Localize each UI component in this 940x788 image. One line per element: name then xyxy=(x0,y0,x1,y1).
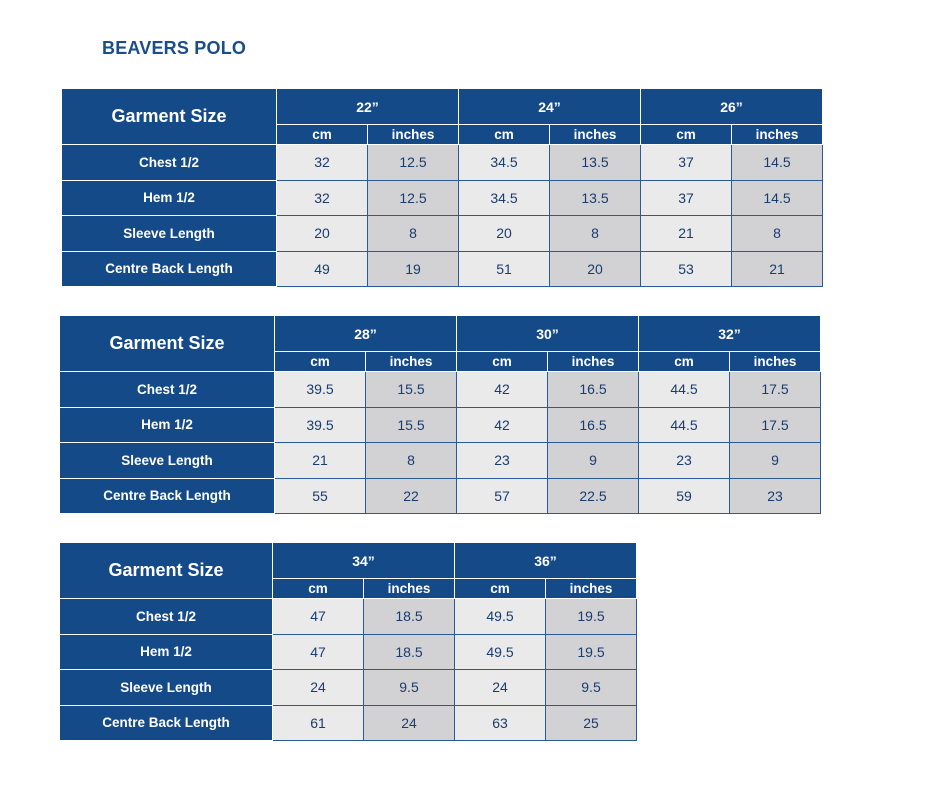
value-inches-cell: 16.5 xyxy=(548,407,639,443)
value-cm-cell: 59 xyxy=(639,478,730,514)
value-cm-cell: 63 xyxy=(455,705,546,741)
row-label: Hem 1/2 xyxy=(62,180,277,216)
value-cm-cell: 24 xyxy=(273,670,364,706)
table-row xyxy=(60,705,637,741)
value-cm-cell: 20 xyxy=(277,216,368,252)
value-inches-cell: 25 xyxy=(546,705,637,741)
value-inches-cell: 21 xyxy=(732,251,823,287)
unit-header-cm: cm xyxy=(455,579,546,599)
size-table-3 xyxy=(59,542,637,741)
value-inches-cell: 12.5 xyxy=(368,145,459,181)
value-inches-cell: 8 xyxy=(732,216,823,252)
table-row xyxy=(60,634,637,670)
table-row xyxy=(62,180,823,216)
size-header: 36” xyxy=(455,543,637,579)
value-inches-cell: 15.5 xyxy=(366,372,457,408)
value-cm-cell: 61 xyxy=(273,705,364,741)
value-cm-cell: 37 xyxy=(641,180,732,216)
value-cm-cell: 42 xyxy=(457,372,548,408)
unit-header-inches: inches xyxy=(730,352,821,372)
value-cm-cell: 49.5 xyxy=(455,634,546,670)
unit-header-cm: cm xyxy=(641,125,732,145)
value-inches-cell: 23 xyxy=(730,478,821,514)
unit-header-inches: inches xyxy=(366,352,457,372)
value-inches-cell: 8 xyxy=(366,443,457,479)
value-cm-cell: 42 xyxy=(457,407,548,443)
garment-size-header: Garment Size xyxy=(60,316,275,372)
unit-header-cm: cm xyxy=(275,352,366,372)
value-cm-cell: 24 xyxy=(455,670,546,706)
table-row xyxy=(62,145,823,181)
size-header: 34” xyxy=(273,543,455,579)
unit-header-cm: cm xyxy=(273,579,364,599)
value-inches-cell: 19 xyxy=(368,251,459,287)
value-cm-cell: 39.5 xyxy=(275,372,366,408)
value-cm-cell: 49.5 xyxy=(455,599,546,635)
value-inches-cell: 20 xyxy=(550,251,641,287)
size-header: 24” xyxy=(459,89,641,125)
table-row xyxy=(60,443,821,479)
row-label: Sleeve Length xyxy=(60,670,273,706)
value-inches-cell: 24 xyxy=(364,705,455,741)
value-inches-cell: 9.5 xyxy=(546,670,637,706)
value-cm-cell: 23 xyxy=(457,443,548,479)
value-cm-cell: 34.5 xyxy=(459,145,550,181)
size-table-1 xyxy=(61,88,823,287)
value-cm-cell: 21 xyxy=(275,443,366,479)
row-label: Centre Back Length xyxy=(60,705,273,741)
value-cm-cell: 44.5 xyxy=(639,407,730,443)
unit-header-inches: inches xyxy=(548,352,639,372)
unit-header-inches: inches xyxy=(732,125,823,145)
value-inches-cell: 19.5 xyxy=(546,634,637,670)
garment-size-header: Garment Size xyxy=(62,89,277,145)
value-inches-cell: 14.5 xyxy=(732,180,823,216)
table-row xyxy=(60,670,637,706)
table-row xyxy=(60,599,637,635)
value-inches-cell: 19.5 xyxy=(546,599,637,635)
table-row xyxy=(60,372,821,408)
garment-size-header: Garment Size xyxy=(60,543,273,599)
row-label: Chest 1/2 xyxy=(62,145,277,181)
value-inches-cell: 17.5 xyxy=(730,372,821,408)
size-header: 28” xyxy=(275,316,457,352)
value-cm-cell: 39.5 xyxy=(275,407,366,443)
value-inches-cell: 16.5 xyxy=(548,372,639,408)
value-cm-cell: 49 xyxy=(277,251,368,287)
value-inches-cell: 18.5 xyxy=(364,634,455,670)
value-inches-cell: 9.5 xyxy=(364,670,455,706)
value-cm-cell: 44.5 xyxy=(639,372,730,408)
value-inches-cell: 8 xyxy=(550,216,641,252)
unit-header-inches: inches xyxy=(546,579,637,599)
unit-header-cm: cm xyxy=(639,352,730,372)
size-header: 30” xyxy=(457,316,639,352)
value-inches-cell: 17.5 xyxy=(730,407,821,443)
value-inches-cell: 9 xyxy=(730,443,821,479)
value-cm-cell: 47 xyxy=(273,634,364,670)
table-row xyxy=(60,407,821,443)
value-inches-cell: 22.5 xyxy=(548,478,639,514)
row-label: Centre Back Length xyxy=(62,251,277,287)
value-cm-cell: 20 xyxy=(459,216,550,252)
size-header: 26” xyxy=(641,89,823,125)
value-cm-cell: 32 xyxy=(277,180,368,216)
value-inches-cell: 13.5 xyxy=(550,180,641,216)
value-cm-cell: 32 xyxy=(277,145,368,181)
unit-header-cm: cm xyxy=(277,125,368,145)
unit-header-cm: cm xyxy=(459,125,550,145)
row-label: Hem 1/2 xyxy=(60,407,275,443)
value-cm-cell: 53 xyxy=(641,251,732,287)
value-inches-cell: 22 xyxy=(366,478,457,514)
unit-header-inches: inches xyxy=(364,579,455,599)
row-label: Chest 1/2 xyxy=(60,372,275,408)
table-row xyxy=(62,251,823,287)
value-cm-cell: 57 xyxy=(457,478,548,514)
value-cm-cell: 37 xyxy=(641,145,732,181)
size-header: 32” xyxy=(639,316,821,352)
size-header: 22” xyxy=(277,89,459,125)
value-inches-cell: 18.5 xyxy=(364,599,455,635)
row-label: Centre Back Length xyxy=(60,478,275,514)
table-row xyxy=(60,478,821,514)
value-inches-cell: 14.5 xyxy=(732,145,823,181)
row-label: Hem 1/2 xyxy=(60,634,273,670)
row-label: Sleeve Length xyxy=(60,443,275,479)
table-row xyxy=(62,216,823,252)
value-inches-cell: 9 xyxy=(548,443,639,479)
value-inches-cell: 15.5 xyxy=(366,407,457,443)
value-inches-cell: 13.5 xyxy=(550,145,641,181)
size-table-2 xyxy=(59,315,821,514)
row-label: Sleeve Length xyxy=(62,216,277,252)
page-title: BEAVERS POLO xyxy=(102,38,247,58)
row-label: Chest 1/2 xyxy=(60,599,273,635)
value-cm-cell: 23 xyxy=(639,443,730,479)
unit-header-inches: inches xyxy=(550,125,641,145)
value-cm-cell: 51 xyxy=(459,251,550,287)
value-inches-cell: 12.5 xyxy=(368,180,459,216)
value-cm-cell: 55 xyxy=(275,478,366,514)
value-inches-cell: 8 xyxy=(368,216,459,252)
value-cm-cell: 21 xyxy=(641,216,732,252)
value-cm-cell: 34.5 xyxy=(459,180,550,216)
value-cm-cell: 47 xyxy=(273,599,364,635)
unit-header-cm: cm xyxy=(457,352,548,372)
unit-header-inches: inches xyxy=(368,125,459,145)
